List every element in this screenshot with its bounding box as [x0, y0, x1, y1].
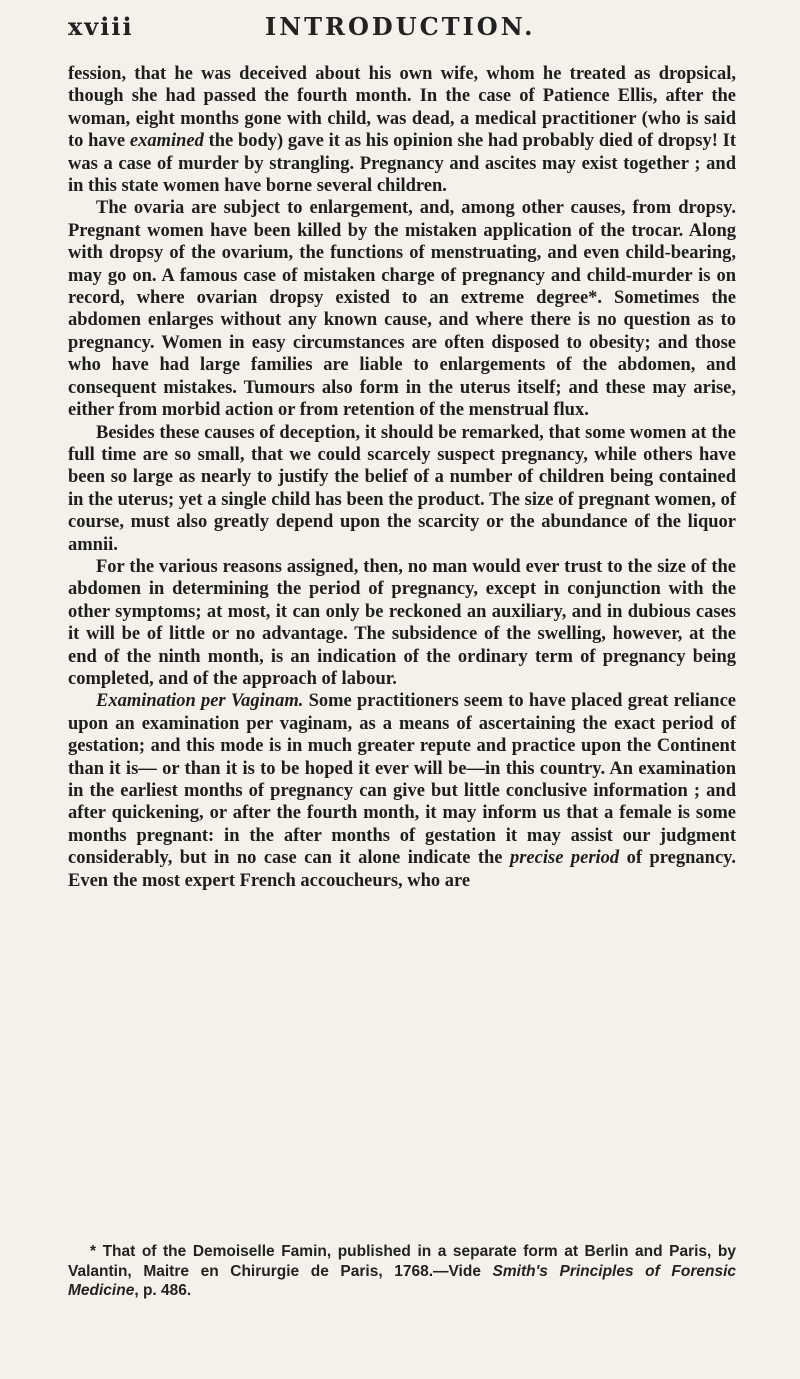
paragraph-5: Examination per Vaginam. Some practitioners seem to have placed great reliance upon an examination per vaginam, as a means of ascertaining the exact period of gestation; and this mode is in much greater repute and practice upon the Continent than it is— or than it is to be hoped it ever will be—in this country. An examination in the earliest months of pregnancy can give but little conclusive information ; and after quickening, or after the fourth month, it may inform us that a female is some months pregnant: in the after months of gestation it may assist our judgment considerably, but in no case can it alone indicate the precise period of pregnancy. Even the most expert French accoucheurs, who are — [68, 691, 737, 891]
emphasis: examined — [129, 131, 204, 152]
paragraph-4: For the various reasons assigned, then, no man would ever trust to the size of the abdomen in determining the period of pregnancy, except in conjunction with the other symptoms; at most, it can only be reckoned an auxiliary, and in dubious cases it will be of little or no advantage. The subsidence of the swelling, however, at the end of the ninth month, is an indication of the ordinary term of pregnancy being completed, and of the approach of labour. — [68, 556, 736, 689]
paragraph-1: fession, that he was deceived about his own wife, whom he treated as dropsical, though she had passed the fourth month. In the case of Patience Ellis, after the woman, eight months gone with child, was dead, a medical practitioner (who is said to have examined the body) gave it as his opinion she had probably died of dropsy! It was a case of murder by strangling. Pregnancy and ascites may exist together ; and in this state women have borne several children. — [68, 64, 736, 197]
body-text — [68, 63, 736, 892]
emphasis: precise period — [509, 848, 620, 869]
running-head: INTRODUCTION. — [265, 12, 536, 41]
section-heading: Examination per Vaginam. — [96, 691, 304, 712]
footnote: * That of the Demoiselle Famin, published in a separate form at Berlin and Paris, by Valantin, Maitre en Chirurgie de Paris, 1768.—Vide Smith's Principles of Forensic Medicine, p. 486. — [68, 1243, 736, 1299]
footnote-citation: Smith's Principles of Forensic Medicine — [68, 1262, 736, 1299]
page-header — [68, 12, 788, 52]
paragraph-3: Besides these causes of deception, it should be remarked, that some women at the full time are so small, that we could scarcely suspect pregnancy, while others have been so large as nearly to justify the belief of a number of children being contained in the uterus; yet a single child has been the product. The size of pregnant women, of course, must also greatly depend upon the scarcity or the abundance of the liquor amnii. — [68, 422, 736, 555]
page-number: xviii — [68, 12, 134, 41]
paragraph-2: The ovaria are subject to enlargement, and, among other causes, from dropsy. Pregnant women have been killed by the mistaken application of the trocar. Along with dropsy of the ovarium, the functions of menstruating, and even child-bearing, may go on. A famous case of mistaken charge of pregnancy and child-murder is on record, where ovarian dropsy existed to an extreme degree*. Sometimes the abdomen enlarges without any known cause, and where there is no question as to pregnancy. Women in easy circumstances are often disposed to obesity; and those who have had large families are liable to enlargements of the abdomen, and consequent mistakes. Tumours also form in the uterus itself; and these may arise, either from morbid action or from retention of the menstrual flux. — [68, 198, 736, 421]
